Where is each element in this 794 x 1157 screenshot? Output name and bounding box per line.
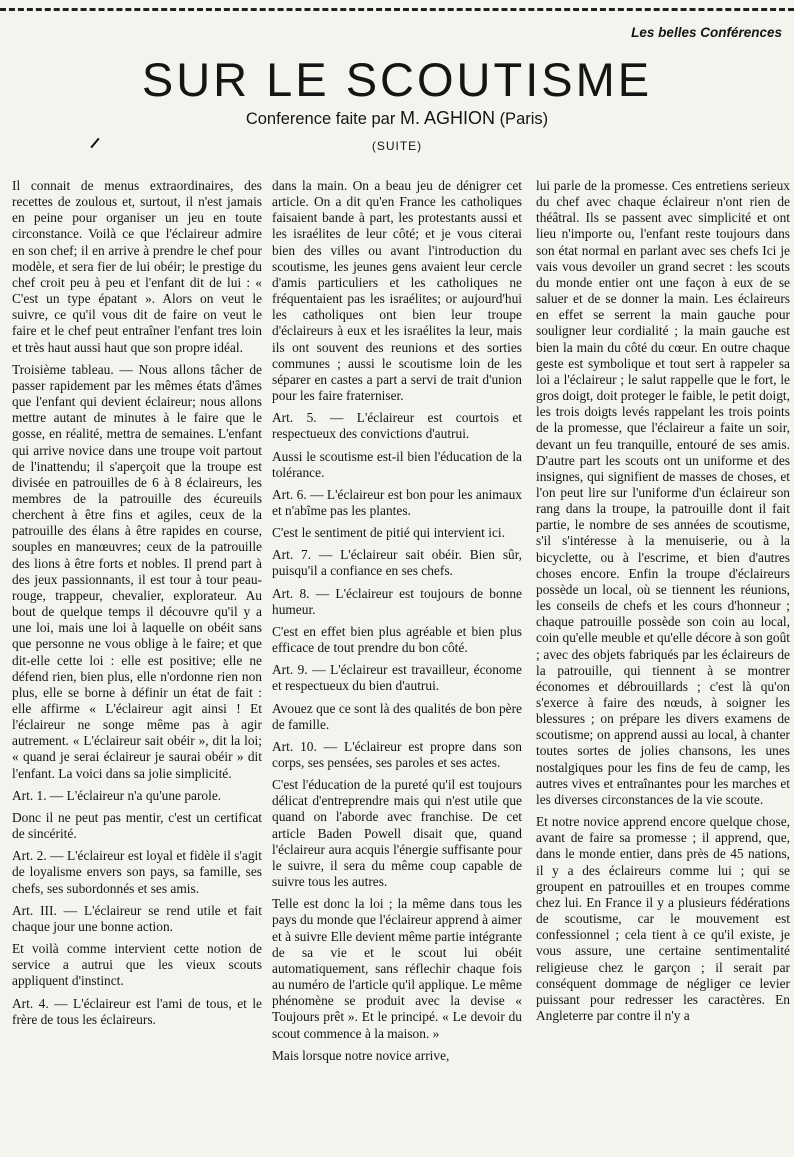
paragraph: Art. 10. — L'éclaireur est propre dans son corps, ses pensées, ses paroles et ses actes. — [272, 738, 522, 770]
paragraph: Avouez que ce sont là des qualités de bon père de famille. — [272, 700, 522, 732]
paragraph: C'est le sentiment de pitié qui intervient ici. — [272, 525, 505, 541]
paragraph: Donc il ne peut pas mentir, c'est un certificat de sincérité. — [12, 809, 262, 842]
paragraph: Troisième tableau. — Nous allons tâcher de passer rapidement par les mêmes états d'âmes que l'enfant qui devient éclaireur; nous allons mettre autant de minutes à le faire que le gosse, en réalité, mettra de semaines. L'enfant qui arrive novice dans une troupe voit partout de l'inattendu; il s'aperçoit que la troupe est divisée en patrouilles de 6 à 8 éclaireurs, les membres de la patrouille des écureuils cherchent à être fins et agiles, ceux de la patrouille des élans à être rapides en course, souples en manœuvres; ceux de la patrouille des lions à être forts et nobles. Il prend part à des jeux passionnants, il est tour à tour peau-rouge, trappeur, chevalier, explorateur. Au bout de quelque temps il découvre qu'il y a une loi, mais une loi à laquelle on obéit sans que personne ne vous oblige à le faire; et que dit-elle cette loi : elle est positive; elle ne défend rien, bien plus, elle n'ordonne rien non plus, elle se borne à définir un état de fait : elle affirme « L'éclaireur agit ainsi ! Et l'éclaireur ne songe même pas à agir autrement. « L'éclaireur sait obéir », dit la loi; « quand je serai éclaireur je saurai obéir » dit l'enfant. La voici dans sa jolie simplicité. — [12, 361, 262, 781]
suite-label: (SUITE) — [371, 139, 423, 153]
text-column-1 — [12, 178, 262, 1157]
paragraph: Art. 9. — L'éclaireur est travailleur, économe et respectueux du bien d'autrui. — [272, 662, 522, 694]
article-title: SUR LE SCOUTISME — [141, 53, 653, 106]
paragraph: Telle est donc la loi ; la même dans tous les pays du monde que l'éclaireur apprend à aimer et à suivre Elle devient même partie intégrante de sa vie et le scout lui obéit automatiquement, sans réflechir chaque fois au numéro de l'article qu'il applique. Le même phénomène se produit avec la devise « Toujours prêt ». Et le principé. « Le devoir du scout commence à la maison. » — [272, 896, 522, 1041]
paragraph: C'est l'éducation de la pureté qu'il est toujours délicat d'entreprendre mais qui n'est utile que quand on l'aborde avec franchise. De cet article Baden Powell disait que, quand l'éclaireur aura acquis l'énergie suffisante pour le suivre, il sera du même coup capable de suivre tous les autres. — [272, 777, 522, 890]
author-name: M. AGHION — [399, 108, 495, 128]
author-place: (Paris) — [499, 110, 549, 128]
text-column-3 — [536, 178, 790, 1157]
paragraph: Art. 2. — L'éclaireur est loyal et fidèle il s'agit de loyalisme envers son pays, sa famille, ses chefs, ses subordonnés et ses amis. — [12, 848, 262, 896]
section-label: Les belles Conférences — [631, 25, 782, 40]
text-column-2 — [272, 178, 522, 1157]
paragraph: Art. 1. — L'éclaireur n'a qu'une parole. — [12, 787, 222, 803]
paragraph: Art. 7. — L'éclaireur sait obéir. Bien sûr, puisqu'il a confiance en ses chefs. — [272, 547, 522, 579]
paragraph: Art. III. — L'éclaireur se rend utile et fait chaque jour une bonne action. — [12, 902, 262, 934]
byline — [0, 108, 794, 129]
paragraph: Et notre novice apprend encore quelque chose, avant de faire sa promesse ; il apprend, que, dans le monde entier, dans près de 45 nations, il y a des éclaireurs comme lui ; qui se groupent en patrouilles et en troupes comme chez lui. En France il y a plusieurs fédérations de scoutisme, car le mouvement est confessionnel ; cela tient à ce qu'il existe, je vous assure, une certaine sentimentalité religieuse chez le garçon ; il serait par conséquent dommage de négliger ce levier puissant pour redresser les caractères. En Angleterre par contre il n'y a — [536, 814, 790, 1023]
paragraph: Aussi le scoutisme est-il bien l'éducation de la tolérance. — [272, 448, 522, 480]
paragraph: Il connait de menus extraordinaires, des recettes de zoulous et, surtout, il n'est jamais en peine pour organiser un jeu en toute circonstance. Voilà ce que l'éclaireur admire en son chef; il en arrive à prendre le chef pour modèle, et sera fier de lui obéir; le prestige du chef croit peu à peu et l'enfant dit de lui : « C'est un type épatant ». Alors on veut le suivre, ce qu'il vous dit de faire on veut le faire et le chef peut entraîner l'enfant tres loin et très haut aussi haut que son propre idéal. — [12, 178, 262, 355]
paragraph: Art. 5. — L'éclaireur est courtois et respectueux des convictions d'autrui. — [272, 410, 522, 442]
byline-prefix: Conference faite par — [245, 110, 396, 128]
top-border-rule — [0, 8, 794, 11]
paragraph: Art. 6. — L'éclaireur est bon pour les animaux et n'abîme pas les plantes. — [272, 486, 522, 518]
paragraph: C'est en effet bien plus agréable et bien plus efficace de tout prendre du bon côté. — [272, 623, 522, 656]
paragraph: Art. 4. — L'éclaireur est l'ami de tous, et le frère de tous les éclaireurs. — [12, 995, 262, 1027]
paragraph: lui parle de la promesse. Ces entretiens serieux du chef avec chaque éclaireur n'ont rien de théâtral. Ils se passent avec simplicité et ont lieu n'importe ou, l'enfant reste toujours dans son état normal en parlant avec ses chefs Ici je vais vous devoiler un grand secret : les scouts du monde entier ont une façon à eux de se saluer et de se donner la main. Les éclaireurs en effet se serrent la main gauche pour souligner leur cordialité ; la main gauche est bien la main du côté du cœur. En outre chaque geste est symbolique et tout sert à rappeler sa loi a l'éclaireur ; le salut rappelle que le fort, le gros doigt, doit proteger le faible, le petit doigt, les trois doigts levés rappelant les trois points de la promesse, que l'éclaireur a faite un soir, devant un feu tranquille, entouré de ses amis. D'autre part les scouts ont un uniforme et des insignes, qui signifient de masses de choses, et l'on peut lire sur l'uniforme d'un éclaireur son rang dans la troupe, la patrouille dont il fait partie, le nombre de ses années de scoutisme, s'il s'intéresse à la menuiserie, ou à la bicyclette, ou à l'escrime, et bien d'autres choses encore. Enfin la troupe d'éclaireurs possède un local, où se tiennent les réunions, les conseils de chefs et les cours d'honneur ; chaque patrouille possède son coin au local, coin qu'elle meuble et qu'elle décore à son goût ; avec des objets fabriqués par les éclaireurs de la patrouille, qui tiennent à se montrer économes et débrouillards ; c'est là qu'on s'exerce à faire des nœuds, à soigner les blessures ; on prépare les divers examens de scoutisme; on apprend aussi au local, à chanter toutes sortes de jolies chansons, les unes nostalgiques pour les fins de feu de camp, les autres vives et entraînantes pour les marches et les diverses circonstances de la vie scoute. — [536, 178, 790, 807]
paragraph: Et voilà comme intervient cette notion de service a autrui que les vieux scouts appliquent d'instinct. — [12, 941, 262, 989]
paragraph: Mais lorsque notre novice arrive, — [272, 1047, 450, 1063]
paragraph: dans la main. On a beau jeu de dénigrer cet article. On a dit qu'en France les catholiques faisaient bande à part, les protestants aussi et les israélites de leur côté; et je vous citerai bien des villes ou avant l'introduction du scoutisme, les jeunes gens avaient leur cercle d'amis particuliers et les catholiques ne fréquentaient pas les israélites; or aujourd'hui les catholiques ont bien leur troupe d'éclaireurs à eux et les israélites la leur, mais ils ont souvent des reunions et des sorties communes ; aussi le scoutisme loin de les séparer en castes a part a servi de trait d'union pour les faire fraterniser. — [272, 178, 522, 404]
paragraph: Art. 8. — L'éclaireur est toujours de bonne humeur. — [272, 585, 522, 617]
